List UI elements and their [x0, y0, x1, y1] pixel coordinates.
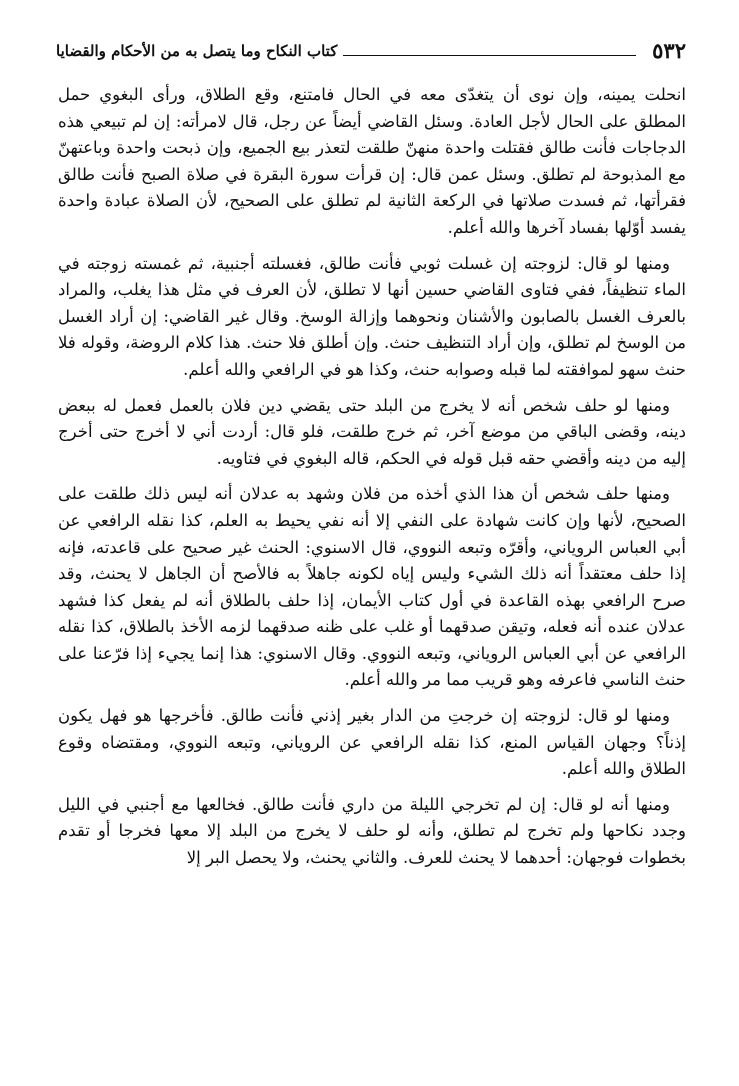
paragraph: انحلت يمينه، وإن نوى أن يتغدّى معه في الحال فامتنع، وقع الطلاق، ورأى البغوي حمل المطلق على الحال لأجل العادة. وسئل القاضي أيضاً عن رجل، قال لامرأته: إن لم تبيعي هذه الدجاجات فأنت طالق فقتلت واحدة منهنّ طلقت لتعذر بيع الجميع، وإن ذبحت واحدة وباعتهنّ مع المذبوحة لم تطلق. وسئل عمن قال: إن قرأت سورة البقرة في صلاة الصبح فأنت طالق فقرأتها، ثم فسدت صلاتها في الركعة الثانية لم تطلق على الصحيح، لأن الصلاة عبادة واحدة يفسد أوّلها بفساد آخرها والله أعلم. — [58, 85, 686, 237]
page-header — [56, 36, 686, 62]
page-number: ٥٣٢ — [652, 38, 686, 63]
page-body — [58, 82, 686, 881]
paragraph: ومنها حلف شخص أن هذا الذي أخذه من فلان وشهد به عدلان أنه ليس ذلك طلقت على الصحيح، لأنها وإن كانت شهادة على النفي إلا أنه نفي يحيط به العلم، كذا نقله الرافعي عن أبي العباس الروياني، وأقرّه وتبعه النووي، قال الاسنوي: الحنث غير صحيح على قاعدته، فإنه إذا حلف معتقداً أنه ذلك الشيء وليس إياه لكونه جاهلاً به فالأصح أن الجاهل لا يحنث، وقد صرح الرافعي بهذه القاعدة في أول كتاب الأيمان، إذا حلف بالطلاق أنه لم يفعل كذا فشهد عدلان عنده أنه فعله، وتيقن صدقهما أو غلب على ظنه صدقهما لزمه الأخذ بالطلاق، كذا نقله الرافعي عن أبي العباس الروياني، وتبعه النووي. وقال الاسنوي: هذا إنما يجيء إذا فرّعنا على حنث الناسي فاعرفه وهو قريب مما مر والله أعلم. — [58, 484, 686, 690]
header-rule — [343, 55, 636, 56]
paragraph: ومنها أنه لو قال: إن لم تخرجي الليلة من داري فأنت طالق. فخالعها مع أجنبي في الليل وجدد نكاحها ولم تخرج لم تطلق، وأنه لو حلف لا يخرج من البلد إلا معها فخرجا أو تقدم بخطوات فوجهان: أحدهما لا يحنث للعرف. والثاني يحنث، ولا يحصل البر إلا — [58, 794, 686, 868]
paragraph: ومنها لو حلف شخص أنه لا يخرج من البلد حتى يقضي دين فلان بالعمل فعمل له ببعض دينه، وقضى الباقي من موضع آخر، ثم خرج طلقت، فلو قال: أردت أني لا أخرج حتى أخرج إليه من دينه وأقضي حقه قبل قوله في الحكم، قاله البغوي في فتاويه. — [58, 395, 686, 468]
running-title: كتاب النكاح وما يتصل به من الأحكام والقضايا — [56, 42, 338, 60]
paragraph: ومنها لو قال: لزوجته إن خرجتِ من الدار بغير إذني فأنت طالق. فأخرجها هو فهل يكون إذناً؟ وجهان القياس المنع، كذا نقله الرافعي عن الروياني، وتبعه النووي، ومقتضاه وقوع الطلاق والله أعلم. — [58, 706, 686, 779]
paragraph: ومنها لو قال: لزوجته إن غسلت ثوبي فأنت طالق، فغسلته أجنبية، ثم غمسته زوجته في الماء تنظيفاً، ففي فتاوى القاضي حسين أنها لا تطلق، لأن العرف في مثل هذا يغلب، والمراد بالعرف الغسل بالصابون والأشنان ونحوهما وإزالة الوسخ. وقال غير القاضي: إن أراد الغسل من الوسخ لم تطلق، وإن أراد التنظيف حنث. وإن أطلق فلا حنث. هذا كلام الروضة، وقوله فلا حنث سهو لموافقته لما قبله وصوابه حنث، وكذا هو في الرافعي والله أعلم. — [58, 253, 686, 379]
